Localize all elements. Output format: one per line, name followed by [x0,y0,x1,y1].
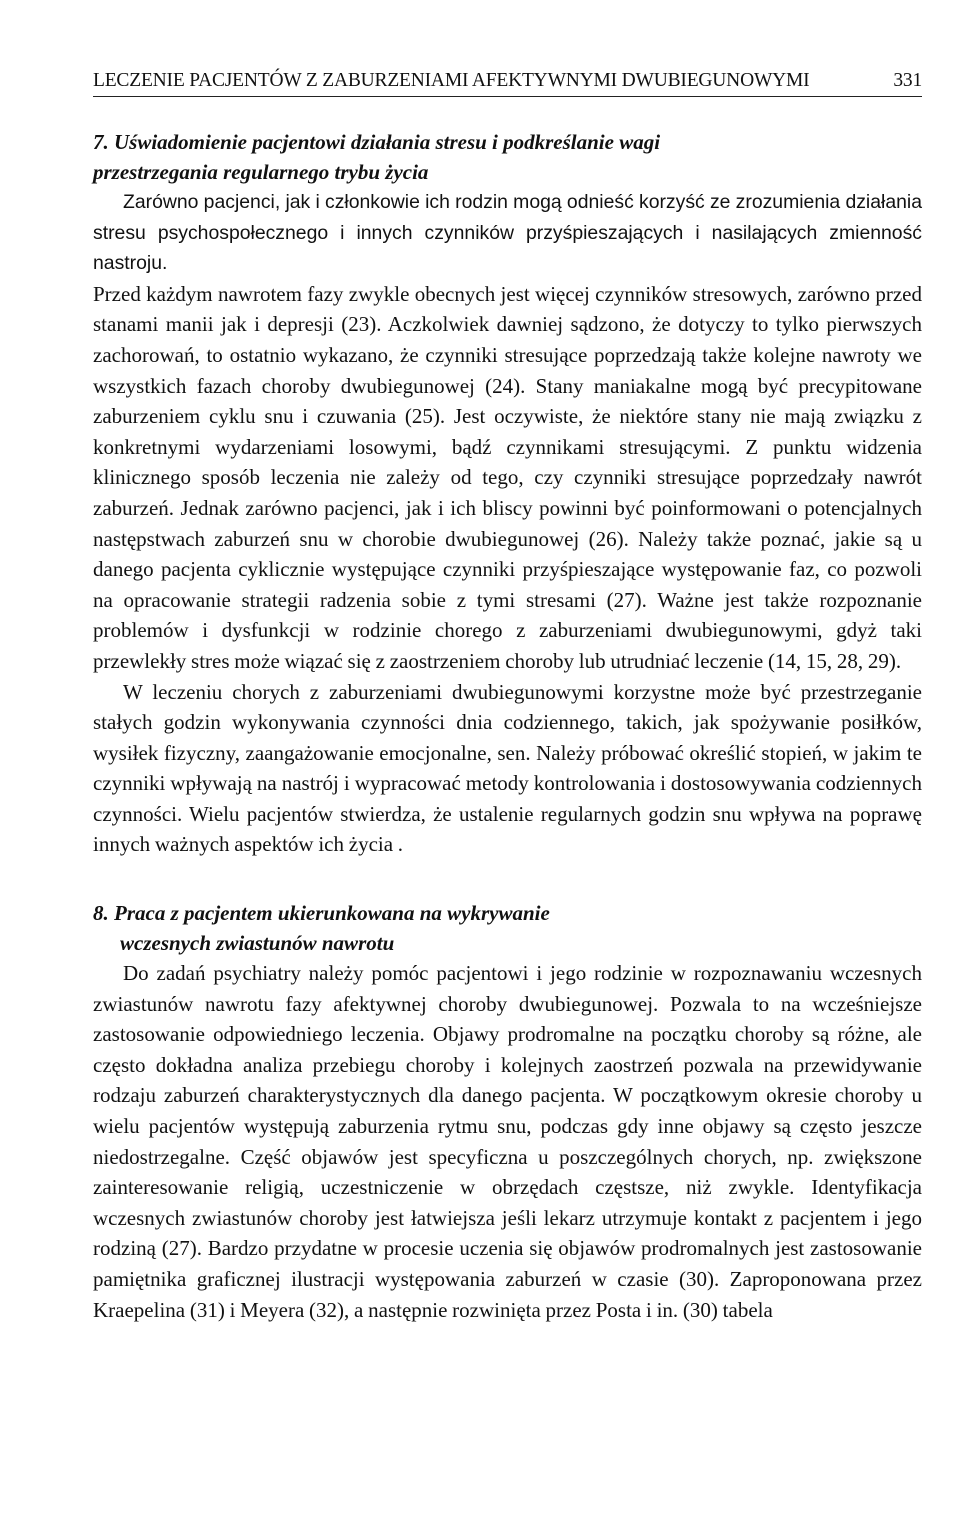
section-heading [93,127,922,187]
section-heading-line: 7. Uświadomienie pacjentowi działania stresu i podkreślanie wagi [93,130,661,154]
paragraph: Do zadań psychiatry należy pomóc pacjentowi i jego rodzinie w rozpoznawaniu wczesnych zwiastunów nawrotu fazy afektywnej choroby dwubiegunowej. Pozwala to na wcześniejsze zastosowanie odpowiedniego leczenia. Objawy prodromalne na początku choroby są różne, ale często dokładna analiza przebiegu choroby i kolejnych zaostrzeń pozwala na przewidywanie rodzaju zaburzeń charakterystycznych dla danego pacjenta. W początkowym okresie choroby u wielu pacjentów występują zaburzenia rytmu snu, podczas gdy inne objawy są często jeszcze niedostrzegalne. Część objawów jest specyficzna u poszczególnych chorych, np. zwiększone zainteresowanie religią, uczestniczenie w obrzędach częstsze, niż zwykle. Identyfikacja wczesnych zwiastunów choroby jest łatwiejsza jeśli lekarz utrzymuje kontakt z pacjentem i jego rodziną (27). Bardzo przydatne w procesie uczenia się objawów prodromalnych jest zastosowanie pamiętnika graficznej ilustracji występowania zaburzeń w czasie (30). Zaproponowana przez Kraepelina (31) i Meyera (32), a następnie rozwinięta przez Posta i in. (30) tabela [93,961,922,1322]
section-8 [93,898,922,1325]
section-heading-line: wczesnych zwiastunów nawrotu [120,931,395,956]
paragraph: W leczeniu chorych z zaburzeniami dwubiegunowymi korzystne może być przestrzeganie stałych godzin wykonywania czynności dnia codziennego, takich, jak spożywanie posiłków, wysiłek fizyczny, zaangażowanie emocjonalne, sen. Należy próbować określić stopień, w jakim te czynniki wpływają na nastrój i wypracować metody kontrolowania i dostosowywania codziennych czynności. Wielu pacjentów stwierdza, że ustalenie regularnych godzin snu wpływa na poprawę innych ważnych aspektów ich życia . [93,679,922,857]
paragraph: Zarówno pacjenci, jak i członkowie ich rodzin mogą odnieść korzyść ze zrozumienia działania stresu psychospołecznego i innych czynników przyśpieszających i nasilających zmienność nastroju. [93,191,922,275]
section-heading-line: 8. Praca z pacjentem ukierunkowana na wykrywanie [93,901,550,926]
paragraph: Przed każdym nawrotem fazy zwykle obecnych jest więcej czynników stresowych, zarówno przed stanami manii jak i depresji (23). Aczkolwiek dawniej sądzono, że dotyczy to tylko pierwszych zachorowań, to ostatnio wykazano, że czynniki stresujące poprzedzają także kolejne nawroty we wszystkich fazach choroby dwubiegunowej (24). Stany maniakalne mogą być precypitowane zaburzeniem cyklu snu i czuwania (25). Jest oczywiste, że niektóre stany nie mają związku z konkretnymi wydarzeniami losowymi, bądź czynnikami stresującymi. Z punktu widzenia klinicznego sposób leczenia nie zależy od tego, czy czynniki stresujące poprzedzały nawrót zaburzeń. Jednak zarówno pacjenci, jak i ich bliscy powinni być poinformowani o potencjalnych następstwach zaburzeń snu w chorobie dwubiegunowej (26). Należy także poznać, jakie są u danego pacjenta cyklicznie występujące czynniki przyśpieszające występowanie faz, co pozwoli na opracowanie strategii radzenia sobie z tymi stresami (27). Ważne jest także rozpoznanie problemów i dysfunkcji w rodzinie chorego z zaburzeniami dwubiegunowymi, gdyż taki przewlekły stres może wiązać się z zaostrzeniem choroby lub utrudniać leczenie (14, 15, 28, 29). [93,281,922,673]
section-7 [93,127,922,860]
running-header-title: LECZENIE PACJENTÓW Z ZABURZENIAMI AFEKTYWNYMI DWUBIEGUNOWYMI [93,70,810,91]
running-header [93,70,922,97]
page-number: 331 [893,70,922,91]
book-page [93,70,922,1325]
section-heading-line: przestrzegania regularnego trybu życia [93,160,429,184]
section-heading [93,898,922,958]
